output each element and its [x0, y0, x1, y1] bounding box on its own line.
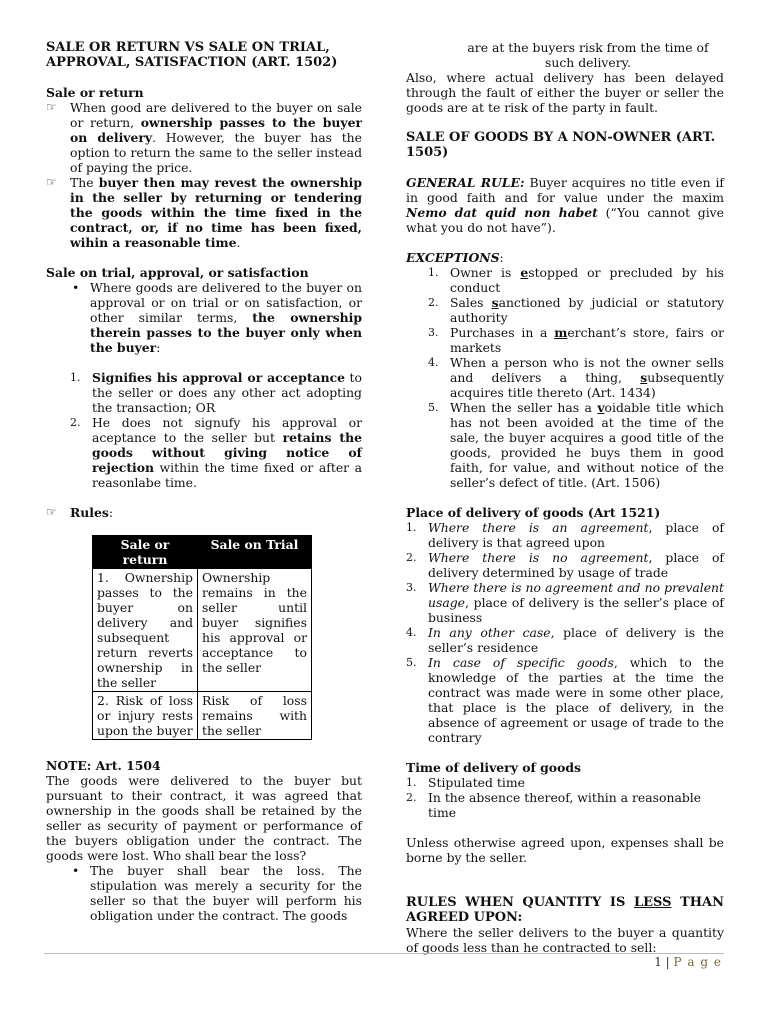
left-column	[46, 40, 362, 923]
table-cell: 2. Risk of loss or injury rests upon the buyer	[93, 692, 198, 740]
table-cell: 1. Ownership passes to the buyer on delivery and subsequent return reverts ownership in the seller	[93, 569, 198, 692]
list-item: 5. When the seller has a voidable title which has not been avoided at the time of the sale, the buyer acquires a good title of the goods, provided he buys them in good faith, for value, and without notice of the seller’s defect of title. (Art. 1506)	[428, 400, 724, 490]
list-item: 5. In case of specific goods, which to the knowledge of the parties at the time the contract was made were in some other place, that place is the place of delivery, in the absence of agreement or usage of trade to the contrary	[406, 655, 724, 745]
expenses-paragraph: Unless otherwise agreed upon, expenses shall be borne by the seller.	[406, 835, 724, 865]
footer-divider	[44, 953, 724, 954]
sale-or-return-heading: Sale or return	[46, 85, 144, 100]
right-column	[406, 40, 724, 955]
note-bullet: • The buyer shall bear the loss. The stipulation was merely a security for the seller so that the buyer will perform his obligation under the contract. The goods	[72, 863, 362, 923]
place-of-delivery-list	[406, 520, 724, 745]
rules-table	[92, 535, 312, 740]
table-cell: Ownership remains in the seller until buyer signifies his approval or acceptance to the seller	[198, 569, 312, 692]
exceptions-heading: EXCEPTIONS:	[406, 250, 504, 265]
quantity-heading: RULES WHEN QUANTITY IS LESS THAN AGREED UPON:	[406, 895, 724, 925]
delay-paragraph: Also, where actual delivery has been delayed through the fault of either the buyer or seller the goods are at te risk of the party in fault.	[406, 70, 724, 115]
list-item: 1. Where there is an agreement, place of delivery is that agreed upon	[406, 520, 724, 550]
pointing-hand-icon: ☞	[46, 505, 57, 519]
table-cell: Risk of loss remains with the seller	[198, 692, 312, 740]
time-of-delivery-heading: Time of delivery of goods	[406, 760, 581, 775]
quantity-text: Where the seller delivers to the buyer a quantity of goods less than he contracted to sell:	[406, 925, 724, 955]
note-text: The goods were delivered to the buyer but pursuant to their contract, it was agreed that ownership in the goods shall be retained by the seller as security of payment or performance of the buyers obligation under the contract. The goods were lost. Who shall bear the loss?	[46, 773, 362, 863]
continued-text: are at the buyers risk from the time of such delivery.	[467, 40, 709, 70]
sale-on-trial-item-2: 2. He does not signufy his approval or aceptance to the seller but retains the goods without giving notice of rejection within the time fixed or after a reasonlabe time.	[70, 415, 362, 490]
pointing-hand-icon: ☞	[46, 175, 57, 189]
table-header: Sale on Trial	[198, 536, 312, 569]
list-item: 4. In any other case, place of delivery is the seller’s residence	[406, 625, 724, 655]
sale-on-trial-heading: Sale on trial, approval, or satisfaction	[46, 265, 309, 280]
pointing-hand-icon: ☞	[46, 100, 57, 114]
bullet-icon: •	[72, 280, 80, 295]
sale-on-trial-bullet: • Where goods are delivered to the buyer on approval or on trial or on satisfaction, or other similar terms, the ownership therein passes to the buyer only when the buyer:	[72, 280, 362, 355]
table-row	[93, 692, 312, 740]
section-title: SALE OR RETURN VS SALE ON TRIAL, APPROVAL, SATISFACTION (ART. 1502)	[46, 40, 338, 70]
place-of-delivery-heading: Place of delivery of goods (Art 1521)	[406, 505, 661, 520]
rules-label: ☞ Rules:	[46, 505, 114, 520]
sale-or-return-bullet-1: ☞ When good are delivered to the buyer on sale or return, ownership passes to the buyer on delivery. However, the buyer has the option to return the same to the seller instead of paying the price.	[46, 100, 362, 175]
sale-or-return-bullet-2: ☞ The buyer then may revest the ownership in the seller by returning or tendering the goods within the time fixed in the contract, or, if no time has been fixed, wihin a reasonable time.	[46, 175, 362, 250]
general-rule: GENERAL RULE: Buyer acquires no title even if in good faith and for value under the maxim Nemo dat quid non habet (“You cannot give what you do not have”).	[406, 175, 724, 235]
list-item: 3. Where there is no agreement and no prevalent usage, place of delivery is the seller’s place of business	[406, 580, 724, 625]
page-footer: 1 | P a g e	[654, 955, 722, 969]
exceptions-list	[406, 265, 724, 490]
list-item: 4. When a person who is not the owner sells and delivers a thing, subsequently acquires title thereto (Art. 1434)	[428, 355, 724, 400]
table-row	[93, 569, 312, 692]
list-item: 1. Owner is estopped or precluded by his conduct	[428, 265, 725, 295]
table-header: Sale or return	[93, 536, 198, 569]
bullet-icon: •	[72, 863, 80, 878]
sale-on-trial-item-1: 1. Signifies his approval or acceptance to the seller or does any other act adopting the transaction; OR	[70, 370, 362, 415]
list-item: 3. Purchases in a merchant’s store, fairs or markets	[428, 325, 725, 355]
note-heading: NOTE: Art. 1504	[46, 758, 161, 773]
list-item: 2. Sales sanctioned by judicial or statutory authority	[428, 295, 725, 325]
time-of-delivery-list	[406, 775, 724, 820]
list-item: 2. In the absence thereof, within a reasonable time	[406, 790, 702, 820]
non-owner-heading: SALE OF GOODS BY A NON-OWNER (ART. 1505)	[406, 130, 716, 160]
list-item: 1. Stipulated time	[406, 775, 525, 790]
list-item: 2. Where there is no agreement, place of delivery determined by usage of trade	[406, 550, 724, 580]
